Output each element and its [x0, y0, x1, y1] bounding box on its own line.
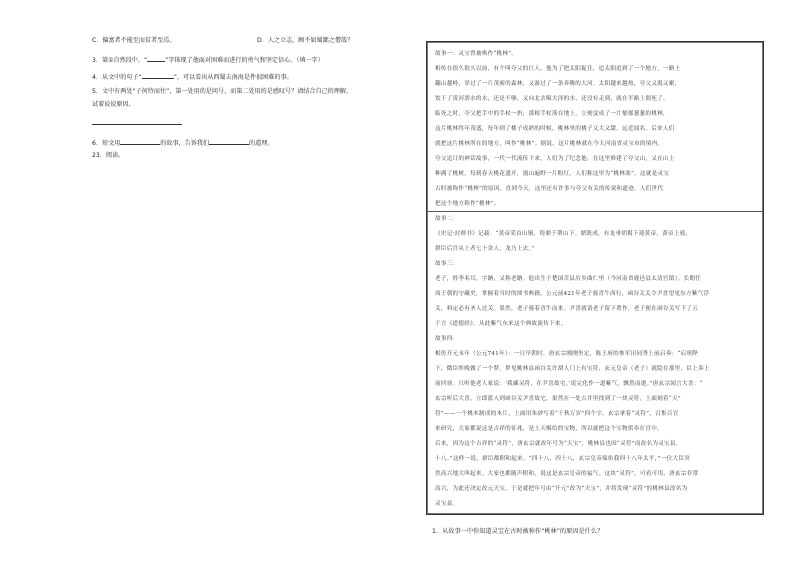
reading-passage-box — [427, 42, 763, 514]
passage-line: 这片桃林终年茂盛，每年到了桃子成熟的时候，桃林里的桃子又大又甜，远近闻名。后来人们 — [435, 126, 675, 132]
passage-line: 高兴，为此还决定改元天宝，于是就把年号由“开元”改为“天宝”，并将发现“灵符”的桃林县改名为 — [435, 486, 688, 492]
passage-line: 《史记·封禅书》记载：“黄帝采首山铜，铸鼎于荆山下。鼎既成，有龙垂胡髯下迎黄帝。黄帝上骑， — [435, 231, 692, 237]
passage-line: 种满了桃树，每到春天桃花盛开，漫山遍野一片粉红，人们称这里为“桃林塞”，这就是灵宝 — [435, 171, 670, 177]
passage-line: 古时被称作“桃林”的原因，直到今天，这里还有许多与夸父有关的传说和遗迹，人们世代 — [435, 186, 664, 192]
passage-line: 来研究，大家都说这是吉祥的征兆，是上天赐给的宝物，所以就把这个宝物供奉在宫中。 — [435, 426, 663, 432]
passage-line: 翻山越岭，穿过了一片茂密的森林，又游过了一条奔腾的大河。太阳越来越热，夸父又渴又累， — [435, 81, 681, 87]
q6-blank-2[interactable] — [209, 138, 249, 145]
question-6-suffix: 的道理。 — [249, 140, 274, 147]
passage-line: 相传在很久很久以前，有个叫夸父的巨人，他为了把太阳捉住，追太阳追到了一个地方，一路上 — [435, 66, 681, 72]
passage-line: 饮干了黄河渭水的水，还是不够，又向北去喝大泽的水，还没有走到，就在半路上渴死了。 — [435, 96, 669, 102]
passage-line: 老子，姓李名耳，字聃，又称老聃。他出生于楚国苦县厉乡曲仁里（今河南省鹿邑县太清宫镇）。长期任 — [435, 276, 702, 282]
passage-line: 符”——一个桃木制成的木片，上面用朱砂写着“千秋万岁”四个字。玄宗拿着“灵符”，召集百官 — [435, 411, 679, 417]
q5-answer-line[interactable] — [92, 124, 182, 125]
passage-question-1: 1．从故事一中你知道灵宝在古时被称作“桃林”的原因是什么？ — [432, 528, 604, 535]
passage-line: 夸父追日的神话故事，一代一代流传下来，人们为了纪念他，在这里修建了夸父山，又在山上 — [435, 156, 675, 162]
passage-line: 故事二： — [435, 216, 459, 222]
passage-line: 故事三： — [435, 261, 459, 267]
question-3 — [92, 55, 324, 64]
q6-blank-1[interactable] — [120, 138, 160, 145]
passage-line: 周王朝的守藏史，掌握着当时的图书典籍。公元前421年老子骑青牛西行，函谷关关令尹喜望见东方紫气浮 — [435, 291, 710, 297]
passage-line: 把这个地方称作“桃林”。 — [435, 201, 500, 207]
passage-line: 就把这片桃林所在的地方，叫作“桃林”。据说，这片桃林就在今天河南省灵宝市的境内。 — [435, 141, 664, 147]
passage-line: 玄宗听后大喜，立即派人到函谷关尹喜故宅，果然在一处古井里找到了一块灵符，上面刻着“天” — [435, 396, 681, 402]
passage-line: 千言《道德经》。从此紫气东来这个典故流传下来。 — [435, 321, 567, 327]
question-3-prefix: 3．第①自然段中，“ — [92, 57, 148, 64]
passage-line: 十八。”这样一说，群臣都附和起来。“四十八，四十八，玄宗皇帝保佑我四十八年太平，”一位大臣突 — [435, 456, 691, 462]
passage-line: 后来，因为这个吉祥的“灵符”，唐玄宗就改年号为“天宝”，桃林县也因“灵符”而改名为灵宝县。 — [435, 441, 682, 447]
question-6 — [92, 138, 273, 147]
section-divider — [428, 211, 762, 212]
question-23: 23．阅读。 — [92, 152, 125, 159]
passage-line: 下，微臣昨晚做了一个梦，梦见桃林县函谷关许胡人门上有宝符，玄元皇帝（老子）就隐在那里，臣上奏上 — [435, 366, 710, 372]
question-5-line1: 5．文中有两处“子何恃而往”，第一处用的是问号，而第二处用的是感叹号？请结合自己的理解， — [92, 88, 353, 95]
question-4-suffix: ”，可以看出从西蜀去南海是件很困难的事。 — [173, 74, 293, 81]
passage-line: 关，料定必有圣人过关。果然，老子骑着青牛而来。尹喜就请老子留下著作，老子便在函谷关写下了五 — [435, 306, 698, 312]
passage-line: 灵宝县。 — [435, 501, 459, 507]
question-4 — [92, 72, 293, 81]
question-4-prefix: 4．从文中的句子“ — [92, 74, 142, 81]
passage-line: 故事四： — [435, 336, 459, 342]
question-3-suffix: ”字体现了他面对困难而进行的勇气和坚定信心。（填一字） — [165, 57, 324, 64]
question-6-middle: 的故事，告诉我们 — [160, 140, 210, 147]
option-d: D．人之立志，顾不如蜀鄙之僧哉？ — [257, 37, 354, 44]
passage-line: 相传开元末年（公元741年）：一日早朝时，唐玄宗刚刚坐定，陈王府的参军田同秀上前启奏：“启禀陛 — [435, 351, 699, 357]
option-c: C．偏富者不能至而贫者至焉。 — [92, 37, 176, 44]
question-5-line2: 试着说说原因。 — [92, 101, 135, 108]
q3-blank[interactable] — [147, 55, 165, 62]
passage-line: 群臣后宫从上者七十余人，龙乃上去。” — [435, 246, 535, 252]
passage-line: 临死之时，夸父把手中的手杖一扔，那根手杖落在地上，立刻变成了一片郁郁葱葱的桃林， — [435, 111, 669, 117]
q4-blank[interactable] — [142, 72, 174, 79]
passage-line: 然高兴地大叫起来。大家也都随声附和，说这是玄宗皇帝的福气。这块“灵符”，可看可用，唐玄宗非常 — [435, 471, 699, 477]
question-6-prefix: 6．短文用 — [92, 140, 121, 147]
passage-line: 前回禀。只听他老人家说：‘我藏灵符，在尹喜故宅。’说完化作一道紫气，飘然而逝。”唐玄宗闻言大喜：“ — [435, 381, 703, 387]
passage-line: 故事一：灵宝曾被唤作“桃林”。 — [435, 51, 518, 57]
